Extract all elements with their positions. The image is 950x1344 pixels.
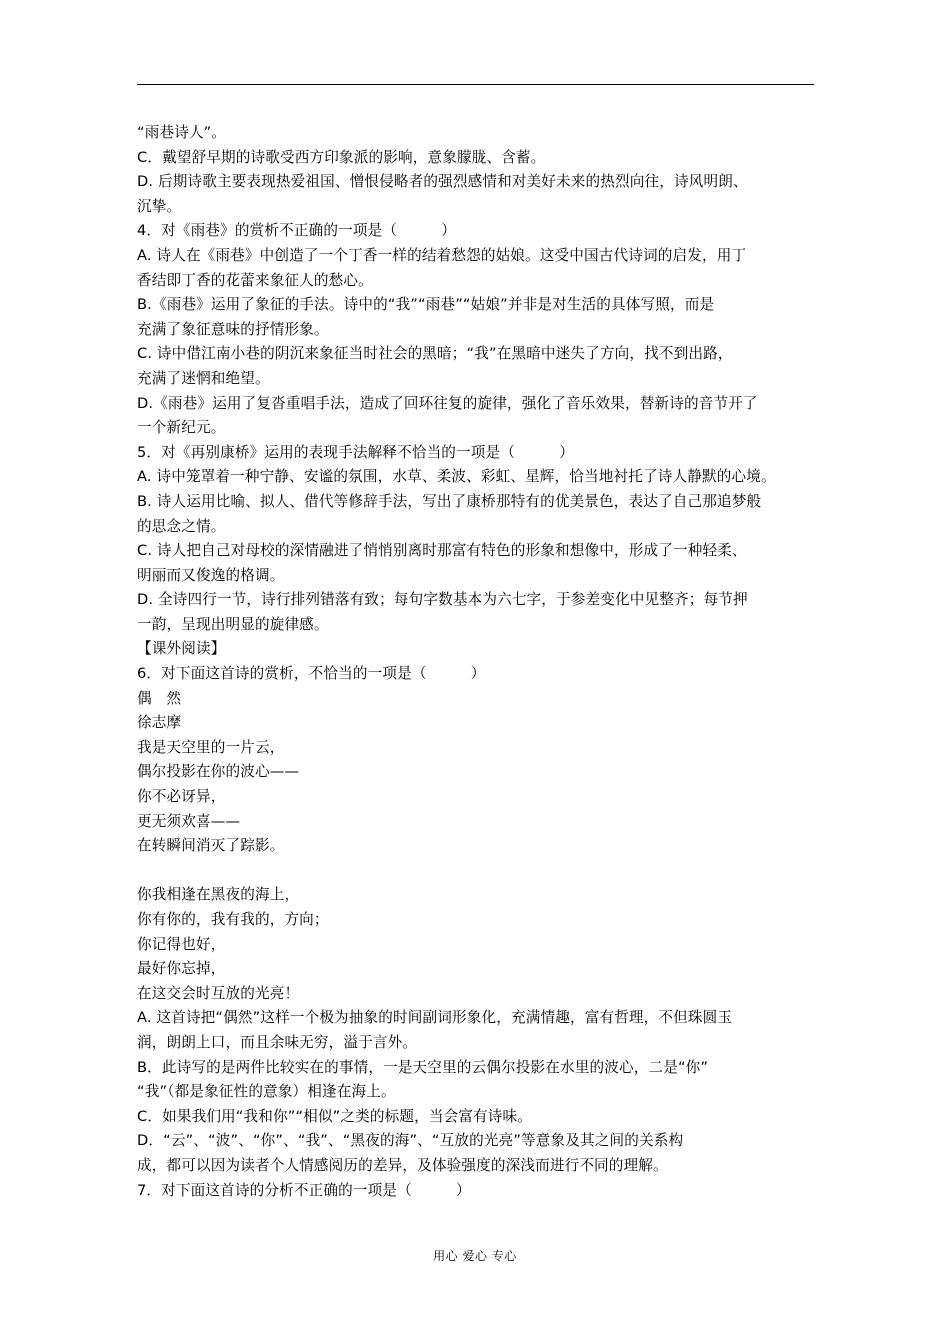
poem-line: 偶尔投影在你的波心——: [137, 763, 300, 781]
text-line: 润，朗朗上口，而且余味无穷，溢于言外。: [137, 1033, 418, 1051]
text-line: B．此诗写的是两件比较实在的事情，一是天空里的云偶尔投影在水里的波心，二是“你”: [137, 1058, 709, 1076]
text-line: B. 诗人运用比喻、拟人、借代等修辞手法，写出了康桥那特有的优美景色，表达了自己那追梦般: [137, 492, 762, 510]
text-line: D. 全诗四行一节，诗行排列错落有致；每句字数基本为六七字，于参差变化中见整齐；每节押: [137, 591, 748, 609]
text-line: 一韵，呈现出明显的旋律感。: [137, 615, 329, 633]
page-footer: 用心 爱心 专心: [433, 1249, 517, 1263]
text-line: 沉挚。: [137, 197, 182, 215]
text-line: “雨巷诗人”。: [137, 124, 227, 141]
text-line: 明丽而又俊逸的格调。: [137, 566, 285, 584]
text-line: B.《雨巷》运用了象征的手法。诗中的“我”“雨巷”“姑娘”并非是对生活的具体写照，而是: [137, 296, 715, 314]
text-line: 的思念之情。: [137, 517, 226, 535]
text-line: A. 诗人在《雨巷》中创造了一个丁香一样的结着愁怨的姑娘。这受中国古代诗词的启发，用丁: [137, 246, 747, 264]
poem-author: 徐志摩: [137, 714, 182, 732]
poem-line: 更无须欢喜——: [137, 812, 241, 830]
text-line: A. 这首诗把“偶然”这样一个极为抽象的时间副词形象化，充满情趣，富有哲理，不但珠圆玉: [137, 1009, 733, 1027]
header-rule: [137, 84, 814, 85]
poem-line: 你记得也好，: [137, 935, 226, 953]
text-line: D.《雨巷》运用了复沓重唱手法，造成了回环往复的旋律，强化了音乐效果，替新诗的音节开了: [137, 394, 758, 412]
poem-line: 你不必讶异，: [137, 788, 226, 806]
question-4: 4．对《雨巷》的赏析不正确的一项是（ ）: [137, 222, 457, 240]
question-7: 7．对下面这首诗的分析不正确的一项是（ ）: [137, 1181, 471, 1199]
poem-title: 偶 然: [137, 689, 182, 707]
text-line: 充满了迷惘和绝望。: [137, 369, 270, 387]
text-line: 香结即丁香的花蕾来象征人的愁心。: [137, 271, 373, 289]
text-line: 一个新纪元。: [137, 419, 226, 437]
text-line: 成，都可以因为读者个人情感阅历的差异，及体验强度的深浅而进行不同的理解。: [137, 1156, 668, 1174]
poem-line: 在转瞬间消灭了踪影。: [137, 837, 285, 855]
text-line: A. 诗中笼罩着一种宁静、安谧的氛围，水草、柔波、彩虹、星辉，恰当地衬托了诗人静默的心境。: [137, 468, 776, 486]
poem-line: 你有你的，我有我的，方向；: [137, 911, 329, 928]
poem-line: 你我相逢在黑夜的海上，: [137, 886, 300, 904]
text-line: C. 诗人把自己对母校的深情融进了悄悄别离时那富有特色的形象和想像中，形成了一种轻柔、: [137, 542, 747, 560]
document-body: [137, 121, 827, 1203]
poem-line: 在这交会时互放的光亮！: [137, 984, 300, 1002]
blank-line: [137, 859, 827, 884]
poem-line: 我是天空里的一片云，: [137, 738, 285, 756]
text-line: C．如果我们用“我和你”“相似”之类的标题，当会富有诗味。: [137, 1107, 533, 1125]
text-line: D. 后期诗歌主要表现热爱祖国、憎恨侵略者的强烈感情和对美好未来的热烈向往，诗风明朗、: [137, 173, 748, 191]
text-line: C．戴望舒早期的诗歌受西方印象派的影响，意象朦胧、含蓄。: [137, 148, 546, 166]
text-line: 充满了象征意味的抒情形象。: [137, 320, 329, 338]
text-line: D．“云”、“波”、“你”、“我”、“黑夜的海”、“互放的光亮”等意象及其之间的关系构: [137, 1132, 684, 1150]
section-heading: 【课外阅读】: [137, 640, 226, 658]
text-line: “我”（都是象征性的意象）相逢在海上。: [137, 1083, 396, 1101]
question-6: 6．对下面这首诗的赏析，不恰当的一项是（ ）: [137, 665, 486, 683]
poem-line: 最好你忘掉，: [137, 960, 226, 978]
question-5: 5．对《再别康桥》运用的表现手法解释不恰当的一项是（ ）: [137, 443, 575, 461]
text-line: C. 诗中借江南小巷的阴沉来象征当时社会的黑暗；“我”在黑暗中迷失了方向，找不到出路，: [137, 345, 733, 363]
